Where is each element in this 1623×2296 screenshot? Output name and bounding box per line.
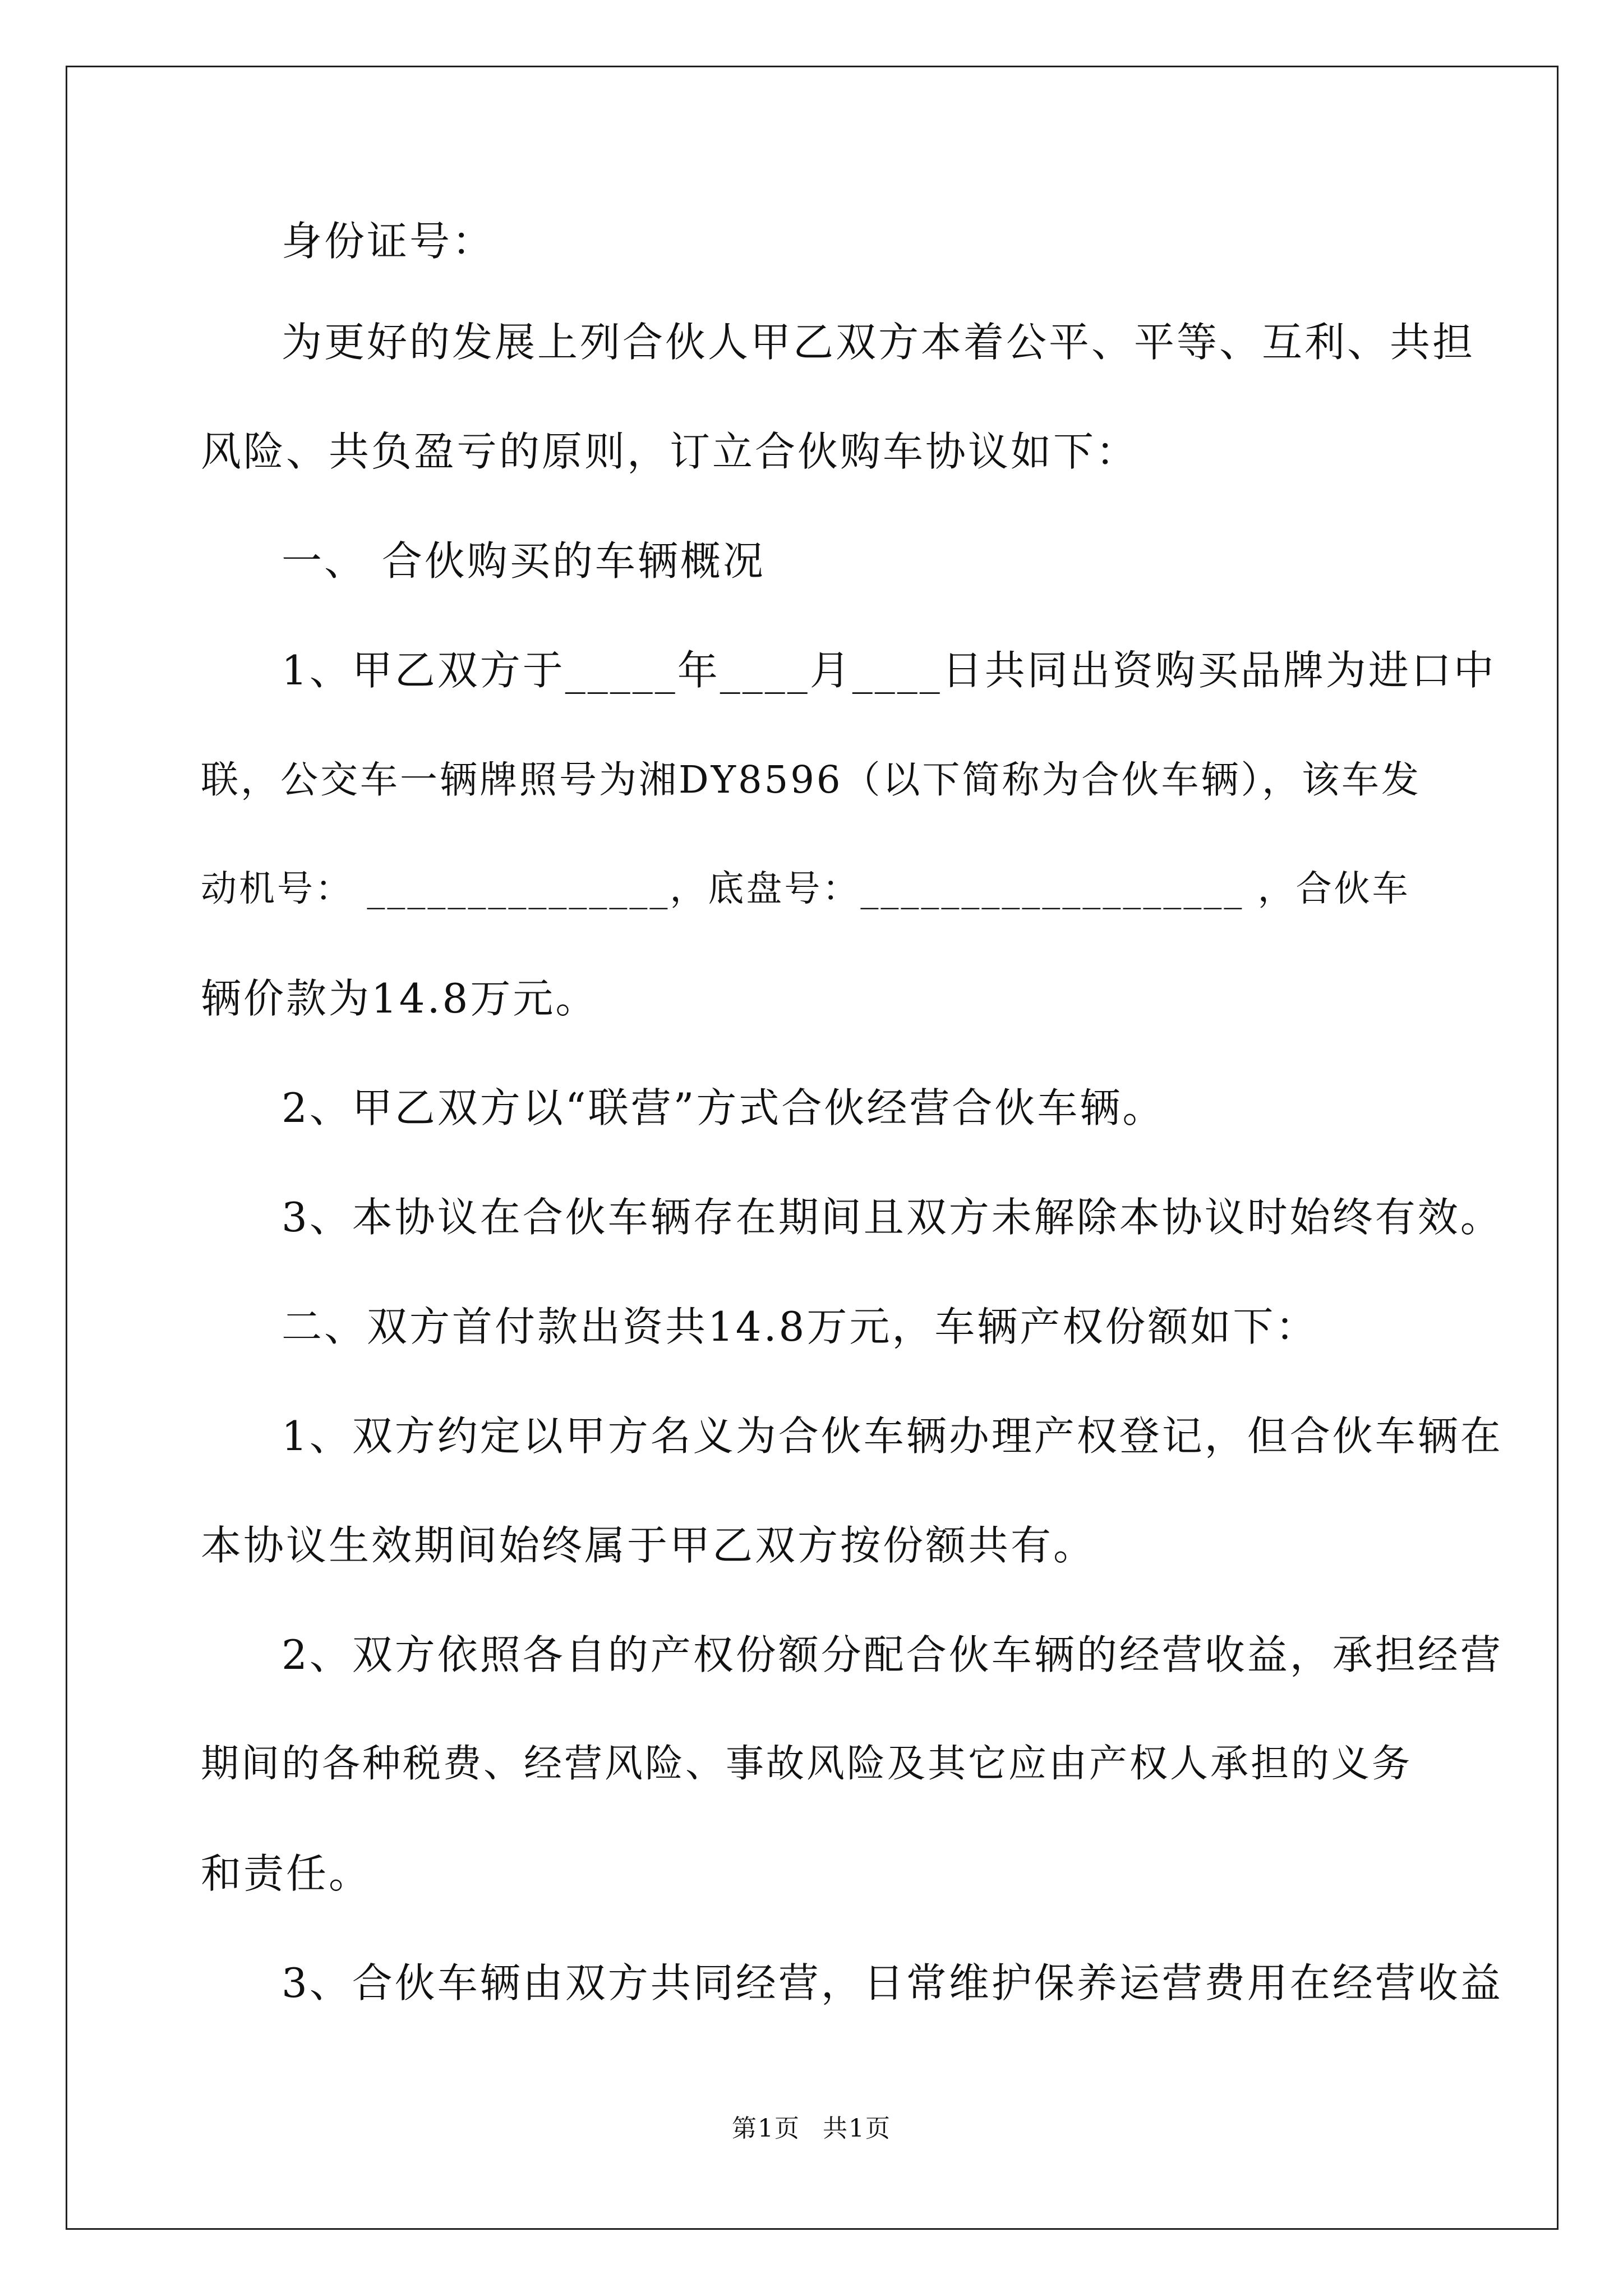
paragraph-line: 期间的各种税费、经营风险、事故风险及其它应由产权人承担的义务 <box>201 1742 1413 1786</box>
page-border <box>66 66 1559 2230</box>
paragraph-line: 辆价款为14.8万元。 <box>201 975 598 1022</box>
page-number: 第1页 <box>732 2114 800 2143</box>
paragraph-line: 3、合伙车辆由双方共同经营，日常维护保养运营费用在经营收益 <box>282 1959 1503 2007</box>
page-total: 共1页 <box>823 2114 891 2143</box>
section-heading: 二、双方首付款出资共14.8万元，车辆产权份额如下： <box>282 1303 1318 1350</box>
section-heading: 一、 合伙购买的车辆概况 <box>282 537 766 585</box>
paragraph-line: 风险、共负盈亏的原则，订立合伙购车协议如下： <box>201 428 1139 475</box>
paragraph-line: 动机号： _______________，底盘号：___________________ ，合伙车 <box>201 868 1410 910</box>
paragraph-line: 3、本协议在合伙车辆存在期间且双方未解除本协议时始终有效。 <box>282 1194 1503 1241</box>
paragraph-line: 本协议生效期间始终属于甲乙双方按份额共有。 <box>201 1522 1096 1569</box>
paragraph-line: 2、甲乙双方以“联营”方式合伙经营合伙车辆。 <box>282 1084 1165 1131</box>
paragraph-line: 身份证号： <box>282 218 495 265</box>
paragraph-line: 1、甲乙双方于_____年____月____日共同出资购买品牌为进口中 <box>282 647 1496 694</box>
paragraph-line: 1、双方约定以甲方名义为合伙车辆办理产权登记，但合伙车辆在 <box>282 1412 1503 1460</box>
page-footer <box>0 2112 1623 2146</box>
paragraph-line: 为更好的发展上列合伙人甲乙双方本着公平、平等、互利、共担 <box>282 319 1476 366</box>
paragraph-line: 联，公交车一辆牌照号为湘DY8596（以下简称为合伙车辆），该车发 <box>201 758 1421 802</box>
paragraph-line: 2、双方依照各自的产权份额分配合伙车辆的经营收益，承担经营 <box>282 1631 1503 1678</box>
paragraph-line: 和责任。 <box>201 1850 372 1897</box>
